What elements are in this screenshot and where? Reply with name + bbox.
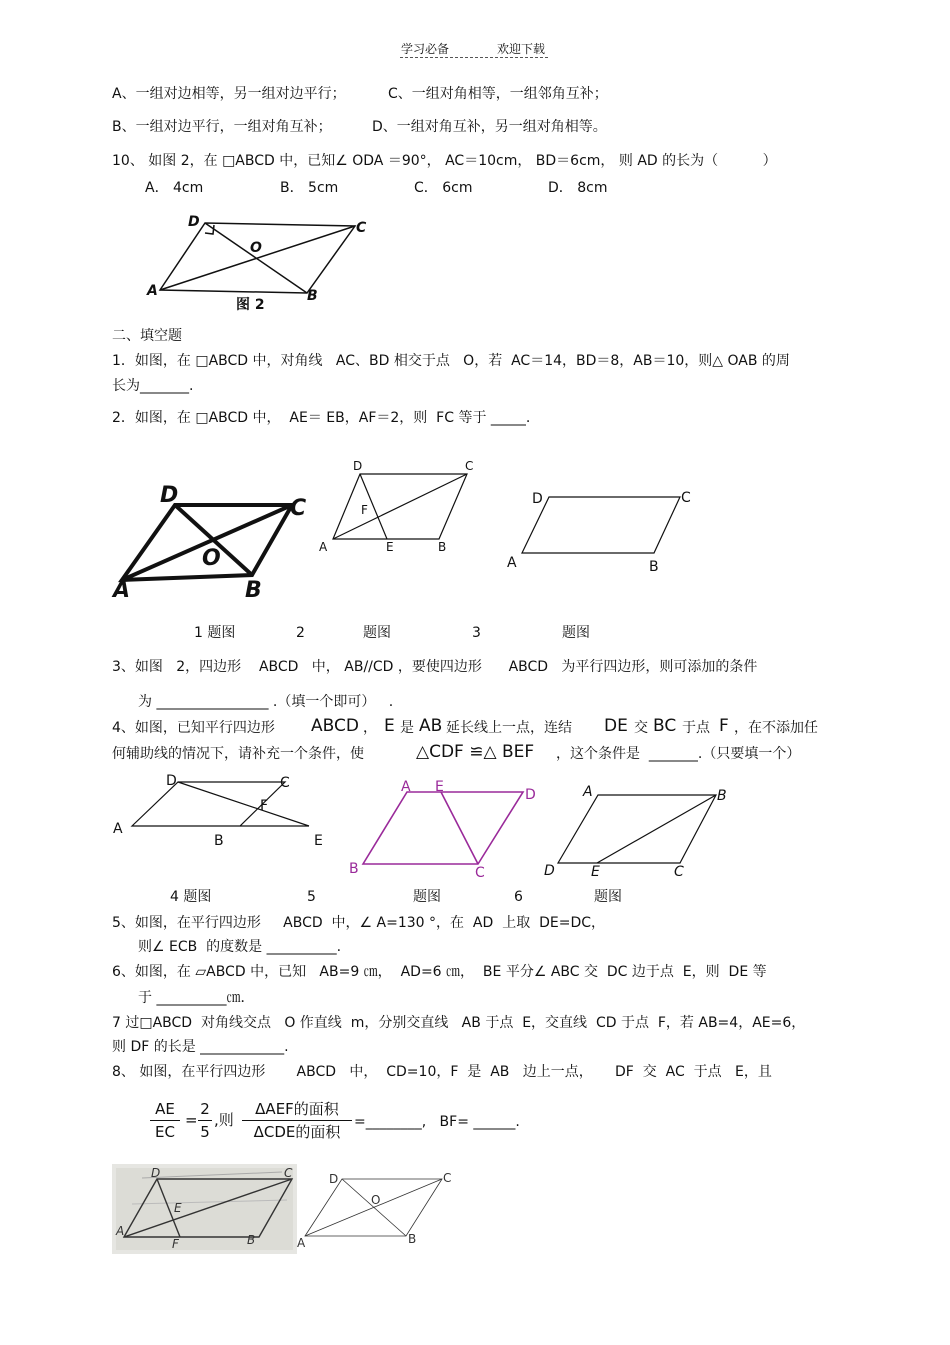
- fill-q7-line2: 则 DF 的长是 ____________.: [112, 1039, 289, 1055]
- fig3-label-a: A: [507, 555, 517, 571]
- q8-fraction-two-fifths: [198, 1099, 212, 1142]
- caption-fig5: 题图: [413, 889, 441, 905]
- fig2-label-d: D: [353, 459, 363, 473]
- fill-q4-line2b: ，这个条件是 _______.（只要填一个）: [556, 746, 801, 762]
- figure-5-parallelogram: [345, 775, 545, 885]
- fig3-label-c: C: [681, 490, 691, 506]
- fill-q8-line1: 8、 如图，在平行四边形 ABCD 中， CD=10，F 是 AB 边上一点， DF 交 AC 于点 E，且: [112, 1064, 772, 1080]
- fig1-label-d: D: [160, 483, 179, 508]
- fig4-label-c: C: [280, 775, 290, 791]
- fill-q4-ab: AB: [419, 716, 443, 736]
- fill-q2: 2．如图，在 □ABCD 中， AE＝ EB，AF＝2，则 FC 等于 _____.: [112, 410, 531, 426]
- header-right: 欢迎下载: [497, 42, 546, 56]
- figure-2-parallelogram: [140, 210, 380, 315]
- caption-fig4: 4 题图: [170, 889, 212, 905]
- fig8-label-o: O: [371, 1193, 381, 1207]
- caption-num2: 2: [296, 625, 305, 641]
- fill-q4-sep1: ，: [363, 720, 377, 736]
- fig3-label-d: D: [532, 491, 543, 507]
- q8-frac1-num: AE: [155, 1100, 175, 1118]
- fig7-label-a: A: [116, 1224, 125, 1238]
- fig10-label-d: D: [188, 214, 200, 230]
- fig1-label-o: O: [202, 546, 221, 571]
- q8-fraction-area-ratio: [242, 1099, 352, 1142]
- caption-fig2: 题图: [363, 625, 391, 641]
- caption-fig1: 1 题图: [194, 625, 236, 641]
- fig3-label-b: B: [649, 559, 659, 575]
- figure-3-parallelogram: [500, 480, 710, 575]
- caption-num3: 3: [472, 625, 481, 641]
- fig4-label-f: F: [260, 798, 269, 814]
- q8-frac2-num: 2: [200, 1100, 210, 1118]
- fill-q4-line1: 4、如图，已知平行四边形: [112, 720, 275, 736]
- fig4-label-a: A: [113, 821, 123, 837]
- fill-q4-congruence: △CDF ≌△ BEF: [416, 742, 535, 762]
- caption-fig6: 题图: [594, 889, 622, 905]
- fig5-label-a: A: [401, 779, 411, 795]
- fig8-label-d: D: [329, 1172, 339, 1186]
- fig5-label-b: B: [349, 861, 359, 877]
- section-title: 二、填空题: [112, 328, 182, 344]
- q9-option-a: A、一组对边相等，另一组对边平行；: [112, 86, 346, 102]
- fig5-label-c: C: [475, 865, 485, 881]
- fig8-label-c: C: [443, 1171, 452, 1185]
- fig7-label-b: B: [247, 1233, 256, 1247]
- fill-q3-line2: 为 ________________ .（填一个即可） .: [138, 694, 394, 710]
- fig1-label-b: B: [245, 578, 262, 603]
- fig8-label-b: B: [408, 1232, 417, 1246]
- fill-q4-f: F: [719, 716, 729, 736]
- fig6-label-e: E: [591, 864, 600, 880]
- figure-6-parallelogram: [540, 780, 740, 880]
- caption-fig3: 题图: [562, 625, 590, 641]
- fig1-label-a: A: [113, 578, 131, 603]
- fig6-label-d: D: [544, 863, 555, 879]
- fill-q6-line2: 于 __________㎝．: [138, 990, 255, 1006]
- fig6-label-c: C: [674, 864, 684, 880]
- fig10-label-c: C: [356, 220, 367, 236]
- fig2-label-e: E: [386, 540, 394, 554]
- q8-fraction-ae-ec: [150, 1099, 180, 1142]
- fill-q4-shi: 是: [400, 720, 414, 736]
- fill-q4-line2a: 何辅助线的情况下，请补充一个条件，使: [112, 746, 364, 762]
- q10-option-c: C． 6cm: [414, 180, 473, 196]
- q8-frac3-den: ΔCDE的面积: [253, 1123, 341, 1141]
- fill-q3-line1: 3、如图 2，四边形 ABCD 中， AB//CD ，要使四边形 ABCD 为平行四边形，则可添加的条件: [112, 659, 758, 675]
- fig2-label-a: A: [319, 540, 328, 554]
- q8-tail: =________, BF= ______.: [354, 1114, 520, 1130]
- fig2-label-f: F: [361, 503, 368, 517]
- fig4-label-b: B: [214, 833, 224, 849]
- q10-option-b: B． 5cm: [280, 180, 339, 196]
- fig10-label-o: O: [250, 240, 262, 256]
- fig2-label-b: B: [438, 540, 447, 554]
- fill-q4-e: E: [384, 716, 395, 736]
- q8-then: ,则: [214, 1111, 234, 1129]
- fill-q5-line2: 则∠ ECB 的度数是 __________.: [138, 939, 342, 955]
- fill-q4-abcd: ABCD: [311, 716, 359, 736]
- figure-2-fill-parallelogram: [315, 455, 485, 555]
- fig2-label-c: C: [465, 459, 474, 473]
- q8-equals: =: [185, 1111, 198, 1129]
- fill-q4-bc: BC: [653, 716, 677, 736]
- fig1-label-c: C: [290, 496, 307, 521]
- fig7-label-d: D: [151, 1166, 161, 1180]
- fill-q4-de: DE: [604, 716, 628, 736]
- fig6-label-a: A: [583, 784, 593, 800]
- figure-4-parallelogram: [110, 770, 335, 855]
- q8-frac1-den: EC: [155, 1123, 175, 1141]
- figure-1-parallelogram: [110, 480, 310, 605]
- q9-option-b: B、一组对边平行，一组对角互补；: [112, 119, 332, 135]
- fill-q5-line1: 5、如图，在平行四边形 ABCD 中，∠ A=130 °，在 AD 上取 DE=DC，: [112, 915, 605, 931]
- q10-option-d: D． 8cm: [548, 180, 608, 196]
- fig5-label-d: D: [525, 787, 536, 803]
- fill-q7-line1: 7 过□ABCD 对角线交点 O 作直线 m，分别交直线 AB 于点 E，交直线 CD 于点 F，若 AB=4，AE=6，: [112, 1015, 806, 1031]
- figure-7-scanned-parallelogram: [112, 1164, 297, 1254]
- fig6-label-b: B: [717, 788, 727, 804]
- fig10-caption: 图 2: [236, 297, 265, 313]
- fig10-label-a: A: [147, 283, 158, 299]
- fill-q4-tail: ，在不添加任: [734, 720, 818, 736]
- fig5-label-e: E: [435, 779, 444, 795]
- q9-option-d: D、一组对角互补，另一组对角相等。: [372, 119, 607, 135]
- fill-q1-line2: 长为_______.: [112, 378, 194, 394]
- q8-frac3-num: ΔAEF的面积: [255, 1100, 339, 1118]
- fig4-label-d: D: [166, 773, 177, 789]
- header-divider: [400, 57, 548, 58]
- fill-q6-line1: 6、如图，在 ▱ABCD 中，已知 AB=9 ㎝， AD=6 ㎝， BE 平分∠ ABC 交 DC 边于点 E，则 DE 等: [112, 964, 767, 980]
- fig7-label-c: C: [284, 1166, 293, 1180]
- fig10-label-b: B: [307, 288, 318, 304]
- fig7-label-f: F: [172, 1237, 179, 1251]
- fig4-label-e: E: [314, 833, 323, 849]
- caption-num6: 6: [514, 889, 523, 905]
- q10-stem: 10、 如图 2，在 □ABCD 中，已知∠ ODA ＝90°， AC＝10cm， BD＝6cm， 则 AD 的长为（ ）: [112, 153, 777, 169]
- q9-option-c: C、一组对角相等，一组邻角互补；: [388, 86, 608, 102]
- header-left: 学习必备: [401, 42, 450, 56]
- q10-option-a: A． 4cm: [145, 180, 204, 196]
- figure-8-parallelogram: [295, 1165, 460, 1250]
- fill-q4-jiao: 交: [634, 720, 648, 736]
- fill-q4-text1: 延长线上一点，连结: [446, 720, 572, 736]
- q8-frac2-den: 5: [200, 1123, 210, 1141]
- fill-q4-yudian: 于点: [682, 720, 710, 736]
- fill-q1-line1: 1．如图，在 □ABCD 中，对角线 AC、BD 相交于点 O，若 AC＝14，BD＝8，AB＝10，则△ OAB 的周: [112, 353, 790, 369]
- fig7-label-e: E: [174, 1201, 182, 1215]
- fig8-label-a: A: [297, 1236, 306, 1250]
- caption-num5: 5: [307, 889, 316, 905]
